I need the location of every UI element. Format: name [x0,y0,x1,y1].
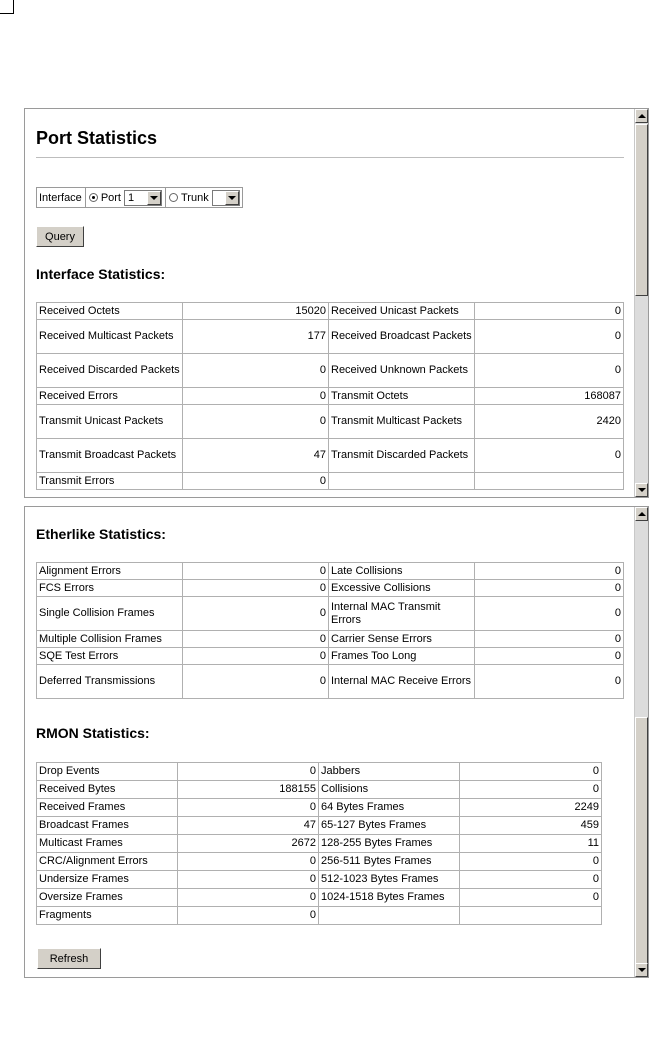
stat-label: Received Multicast Packets [37,320,183,354]
stat-label: Received Unicast Packets [329,303,475,320]
stat-label: Alignment Errors [37,563,183,580]
interface-label: Interface [39,191,82,204]
stat-label: Received Bytes [37,781,178,799]
stat-label [329,473,475,490]
stat-label: SQE Test Errors [37,648,183,665]
stat-label: 1024-1518 Bytes Frames [319,889,460,907]
table-row [37,817,602,835]
stat-value: 0 [475,597,624,631]
interface-statistics-table [36,302,624,490]
stat-label: 128-255 Bytes Frames [319,835,460,853]
scroll-down-button[interactable] [635,963,648,977]
crop-mark-horizontal [0,13,14,14]
stat-value: 2420 [475,405,624,439]
table-row [37,781,602,799]
table-row [37,665,624,699]
chevron-down-icon[interactable] [147,191,161,205]
chevron-down-icon[interactable] [225,191,239,205]
stat-value: 0 [475,580,624,597]
stat-label: Internal MAC Receive Errors [329,665,475,699]
table-row [37,631,624,648]
title-divider [36,157,624,158]
table-row [37,405,624,439]
stat-value: 0 [178,889,319,907]
stat-value: 0 [475,648,624,665]
interface-statistics-heading: Interface Statistics: [36,266,166,282]
stat-value [475,473,624,490]
stat-label: Deferred Transmissions [37,665,183,699]
page-title: Port Statistics [36,128,158,148]
stat-value: 47 [183,439,329,473]
table-row [37,354,624,388]
vertical-scrollbar[interactable] [634,507,648,977]
stat-label: 64 Bytes Frames [319,799,460,817]
stat-label: Received Octets [37,303,183,320]
stat-value: 188155 [178,781,319,799]
stat-value: 0 [183,597,329,631]
trunk-label: Trunk [181,191,209,204]
rmon-statistics-heading: RMON Statistics: [36,725,150,741]
stat-value: 0 [183,473,329,490]
stat-value: 0 [460,781,602,799]
stat-label: Undersize Frames [37,871,178,889]
stat-value: 2672 [178,835,319,853]
stat-label: Jabbers [319,763,460,781]
table-row [37,648,624,665]
table-row [37,871,602,889]
stat-label: Received Frames [37,799,178,817]
stat-value: 0 [460,853,602,871]
stat-value: 47 [178,817,319,835]
stat-label: Received Broadcast Packets [329,320,475,354]
table-row [37,907,602,925]
stat-value: 0 [475,665,624,699]
stat-value: 0 [183,631,329,648]
port-radio[interactable] [89,193,98,202]
table-row [37,889,602,907]
stat-label: Received Unknown Packets [329,354,475,388]
stat-value: 177 [183,320,329,354]
table-row [37,763,602,781]
stat-value: 0 [475,320,624,354]
query-button[interactable]: Query [36,226,84,247]
stat-value: 0 [178,871,319,889]
stat-value: 0 [183,388,329,405]
arrow-up-icon [638,114,646,118]
stat-value: 0 [475,563,624,580]
stat-value: 0 [183,563,329,580]
stat-label: 512-1023 Bytes Frames [319,871,460,889]
scroll-up-button[interactable] [635,109,648,123]
stat-value: 2249 [460,799,602,817]
table-row [37,388,624,405]
table-row [37,799,602,817]
stat-label: Transmit Unicast Packets [37,405,183,439]
scroll-up-button[interactable] [635,507,648,521]
stat-value: 0 [178,799,319,817]
trunk-select[interactable] [212,190,240,206]
stat-value: 0 [460,889,602,907]
stat-value: 0 [178,907,319,925]
stat-value: 0 [475,439,624,473]
table-row [37,320,624,354]
trunk-radio[interactable] [169,193,178,202]
stat-label: Multiple Collision Frames [37,631,183,648]
port-select-value: 1 [128,191,135,204]
stat-label: Transmit Broadcast Packets [37,439,183,473]
stat-label: Oversize Frames [37,889,178,907]
stat-label [319,907,460,925]
stat-label: Collisions [319,781,460,799]
table-row [37,580,624,597]
etherlike-statistics-heading: Etherlike Statistics: [36,526,166,542]
crop-mark-vertical [13,0,14,14]
arrow-down-icon [638,968,646,972]
stat-label: Excessive Collisions [329,580,475,597]
table-row [37,835,602,853]
stat-value: 0 [475,631,624,648]
stat-label: Multicast Frames [37,835,178,853]
etherlike-statistics-table [36,562,624,699]
stat-value: 0 [183,648,329,665]
table-row [37,303,624,320]
stat-label: Carrier Sense Errors [329,631,475,648]
stat-value: 0 [460,871,602,889]
stat-label: 65-127 Bytes Frames [319,817,460,835]
stat-label: 256-511 Bytes Frames [319,853,460,871]
stat-label: Late Collisions [329,563,475,580]
stat-value: 459 [460,817,602,835]
stat-label: Frames Too Long [329,648,475,665]
stat-label: Transmit Discarded Packets [329,439,475,473]
table-row [37,563,624,580]
stat-value: 0 [183,580,329,597]
stat-value: 0 [460,763,602,781]
port-label: Port [100,191,121,204]
stat-label: Fragments [37,907,178,925]
stat-label: Single Collision Frames [37,597,183,631]
rmon-statistics-table [36,762,602,925]
port-statistics-panel-bottom [24,506,649,978]
arrow-down-icon [638,488,646,492]
stat-value: 0 [178,763,319,781]
stat-value: 0 [183,665,329,699]
refresh-button[interactable]: Refresh [37,948,101,969]
stat-label: Received Errors [37,388,183,405]
stat-label: Internal MAC Transmit Errors [329,597,475,631]
stat-value: 0 [475,354,624,388]
arrow-up-icon [638,512,646,516]
stat-value: 15020 [183,303,329,320]
stat-value [460,907,602,925]
vertical-scrollbar[interactable] [634,109,648,497]
stat-label: FCS Errors [37,580,183,597]
stat-value: 168087 [475,388,624,405]
stat-label: Broadcast Frames [37,817,178,835]
scrollbar-thumb[interactable] [635,124,648,296]
port-select[interactable] [124,190,162,206]
table-row [37,597,624,631]
stat-value: 0 [475,303,624,320]
stat-label: Received Discarded Packets [37,354,183,388]
stat-label: Transmit Errors [37,473,183,490]
stat-value: 0 [183,354,329,388]
table-row [37,853,602,871]
stat-value: 0 [183,405,329,439]
stat-label: Transmit Multicast Packets [329,405,475,439]
stat-label: Transmit Octets [329,388,475,405]
stat-label: Drop Events [37,763,178,781]
interface-selector [36,187,243,208]
stat-value: 0 [178,853,319,871]
stat-label: CRC/Alignment Errors [37,853,178,871]
port-statistics-panel-top [24,108,649,498]
table-row [37,473,624,490]
stat-value: 11 [460,835,602,853]
scroll-down-button[interactable] [635,483,648,497]
table-row [37,439,624,473]
scrollbar-thumb[interactable] [635,717,648,964]
